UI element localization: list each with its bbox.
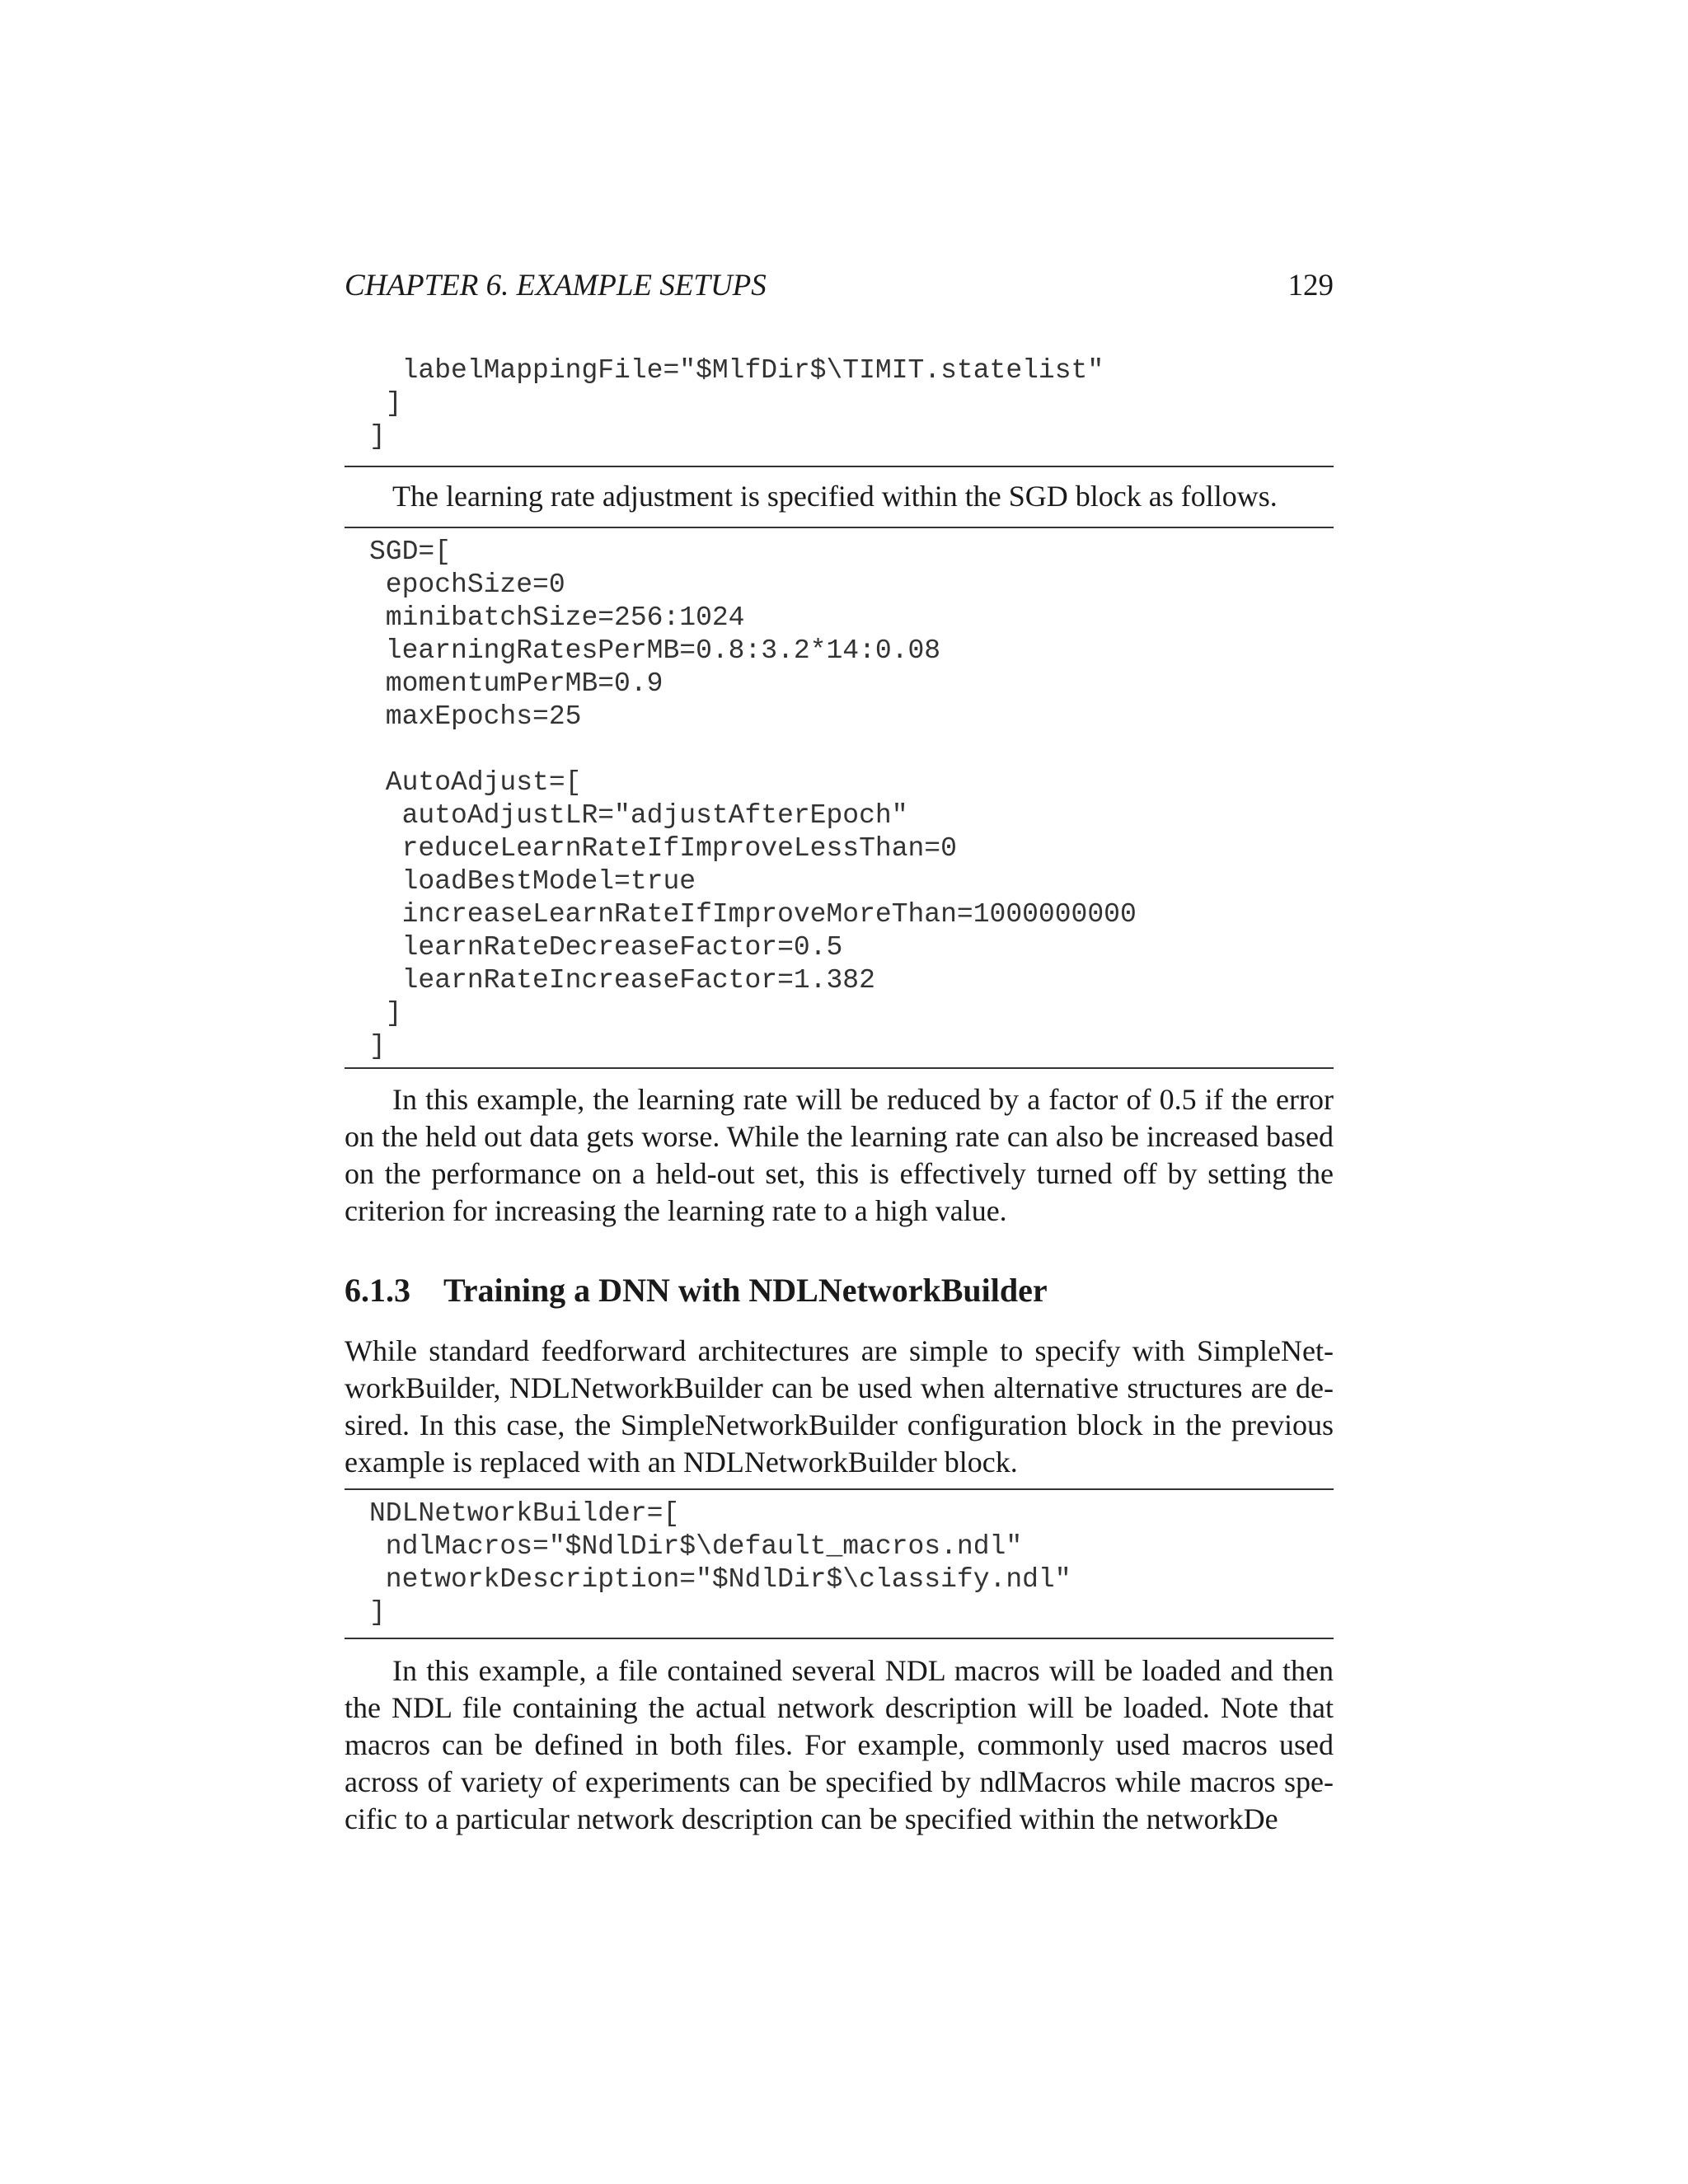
code-line	[369, 733, 1137, 766]
code-line: NDLNetworkBuilder=[	[369, 1498, 680, 1529]
code-rule-bottom	[345, 466, 1334, 467]
code-block-sgd	[369, 536, 1137, 1063]
code-line: reduceLearnRateIfImproveLessThan=0	[369, 833, 957, 864]
code-rule-top	[345, 527, 1334, 528]
code-line: increaseLearnRateIfImproveMoreThan=1000000000	[369, 899, 1137, 930]
paragraph-sgd-intro: The learning rate adjustment is specified within the SGD block as follows.	[392, 480, 1278, 513]
code-line: learningRatesPerMB=0.8:3.2*14:0.08	[369, 635, 941, 666]
section-number: 6.1.3	[345, 1272, 410, 1309]
code-line: ]	[369, 421, 386, 452]
code-line: learnRateDecreaseFactor=0.5	[369, 932, 843, 963]
code-line: ndlMacros="$NdlDir$\default_macros.ndl"	[369, 1531, 1023, 1562]
code-line: learnRateIncreaseFactor=1.382	[369, 965, 875, 996]
section-title: Training a DNN with NDLNetworkBuilder	[443, 1272, 1048, 1309]
code-line: momentumPerMB=0.9	[369, 668, 663, 699]
running-header	[345, 265, 1334, 307]
code-line: ]	[369, 1031, 386, 1062]
code-rule-top	[345, 1488, 1334, 1490]
code-rule-bottom	[345, 1638, 1334, 1639]
code-line: epochSize=0	[369, 569, 565, 600]
code-rule-bottom	[345, 1067, 1334, 1069]
code-line: networkDescription="$NdlDir$\classify.ndl"	[369, 1564, 1071, 1595]
code-line: ]	[369, 388, 402, 419]
code-line: autoAdjustLR="adjustAfterEpoch"	[369, 800, 908, 831]
code-line: ]	[369, 1597, 386, 1628]
code-line: ]	[369, 998, 402, 1029]
code-block-reader-tail	[369, 354, 1104, 453]
code-line: SGD=[	[369, 537, 452, 567]
code-block-ndl	[369, 1497, 1071, 1629]
page-number: 129	[1287, 269, 1334, 302]
paragraph-ndl-intro: While standard feedforward architectures are simple to specify with SimpleNetworkBuilder, NDLNetworkBuilder can be used when alternative structures are desired. In this case, the SimpleNetworkBuilder configuration block in the previous example is replaced with an NDLNetworkBuilder block.	[345, 1334, 1334, 1479]
chapter-title: CHAPTER 6. EXAMPLE SETUPS	[345, 269, 767, 302]
code-line: minibatchSize=256:1024	[369, 602, 745, 633]
section-heading	[345, 1268, 1334, 1314]
code-line: maxEpochs=25	[369, 701, 582, 732]
code-line: loadBestModel=true	[369, 866, 696, 897]
code-line: AutoAdjust=[	[369, 767, 582, 798]
code-line: labelMappingFile="$MlfDir$\TIMIT.statelist"	[369, 355, 1104, 386]
paragraph-lr-example: In this example, the learning rate will be reduced by a factor of 0.5 if the error on the held out data gets worse. While the learning rate can also be increased based on the performance on a held-out set, this is effectively turned off by setting the criterion for increasing the learning rate to a high value.	[345, 1083, 1334, 1227]
paragraph-ndl-example: In this example, a file contained several NDL macros will be loaded and then the NDL file containing the actual network description will be loaded. Note that macros can be defined in both files. For example, commonly used macros used across of variety of experiments can be specified by ndlMacros while macros specific to a particular network description can be specified within the networkDe	[345, 1654, 1334, 1835]
